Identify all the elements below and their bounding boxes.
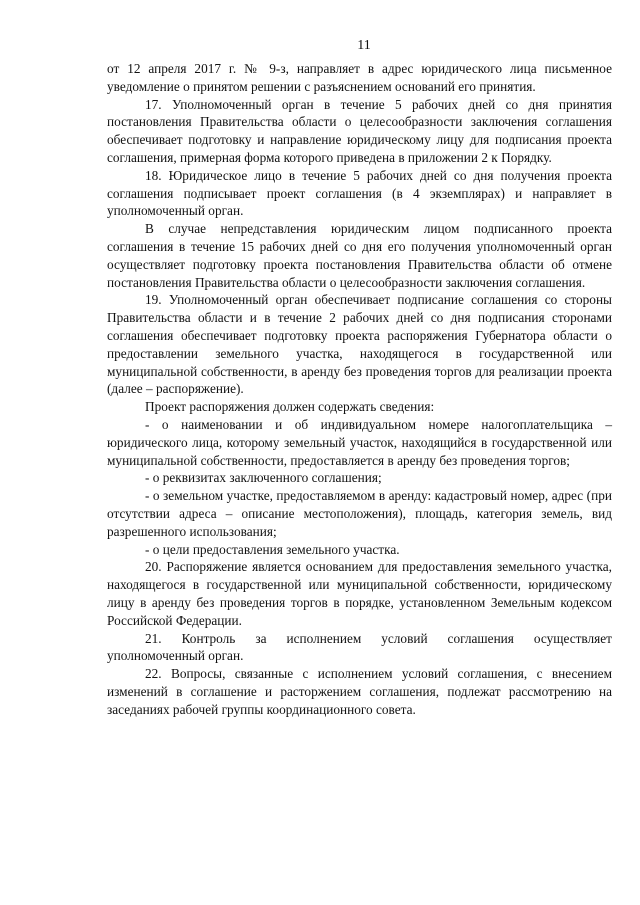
paragraph: - о земельном участке, предоставляемом в аренду: кадастровый номер, адрес (при отсутствии адреса – описание местоположения), площадь, категория земель, вид разрешенного использования; bbox=[107, 488, 612, 539]
paragraph: 18. Юридическое лицо в течение 5 рабочих дней со дня получения проекта соглашения подписывает проект соглашения (в 4 экземплярах) и направляет в уполномоченный орган. bbox=[107, 167, 612, 219]
paragraph: от 12 апреля 2017 г. № 9-з, направляет в адрес юридического лица письменное уведомление о принятом решении с разъяснением оснований его принятия. bbox=[107, 61, 612, 94]
paragraph: 21. Контроль за исполнением условий соглашения осуществляет уполномоченный орган. bbox=[107, 630, 612, 664]
paragraph: - о реквизитах заключенного соглашения; bbox=[145, 470, 382, 486]
page-number: 11 bbox=[357, 38, 371, 53]
paragraph: 19. Уполномоченный орган обеспечивает подписание соглашения со стороны Правительства области и в течение 2 рабочих дней со дня подписания сторонами соглашения обеспечивает подготовку проекта распоряжения Губернатора области о предоставлении земельного участка, находящегося в государственной или муниципальной собственности, в аренду без проведения торгов для реализации проекта (далее – распоряжение). bbox=[107, 292, 612, 397]
paragraph: - о наименовании и об индивидуальном номере налогоплательщика – юридического лица, которому земельный участок, находящийся в государственной или муниципальной собственности, предоставляется в аренду без проведения торгов; bbox=[107, 416, 612, 468]
paragraph: В случае непредставления юридическим лицом подписанного проекта соглашения в течение 15 рабочих дней со дня его получения уполномоченный орган осуществляет подготовку проекта постановления Правительства области об отмене постановления Правительства области о целесообразности заключения соглашения. bbox=[107, 221, 612, 290]
paragraph: 17. Уполномоченный орган в течение 5 рабочих дней со дня принятия постановления Правительства области о целесообразности заключения соглашения обеспечивает подготовку и направление юридическому лицу для подписания проекта соглашения, примерная форма которого приведена в приложении 2 к Порядку. bbox=[107, 96, 612, 165]
document-body bbox=[107, 60, 612, 718]
paragraph: - о цели предоставления земельного участка. bbox=[145, 541, 400, 557]
paragraph: Проект распоряжения должен содержать сведения: bbox=[145, 399, 435, 415]
paragraph: 20. Распоряжение является основанием для предоставления земельного участка, находящегося в государственной или муниципальной собственности, юридическому лицу в аренду без проведения торгов в порядке, установленном Земельным кодексом Российской Федерации. bbox=[107, 559, 612, 628]
paragraph: 22. Вопросы, связанные с исполнением условий соглашения, с внесением изменений в соглашение и расторжением соглашения, подлежат рассмотрению на заседаниях рабочей группы координационного совета. bbox=[107, 666, 612, 717]
